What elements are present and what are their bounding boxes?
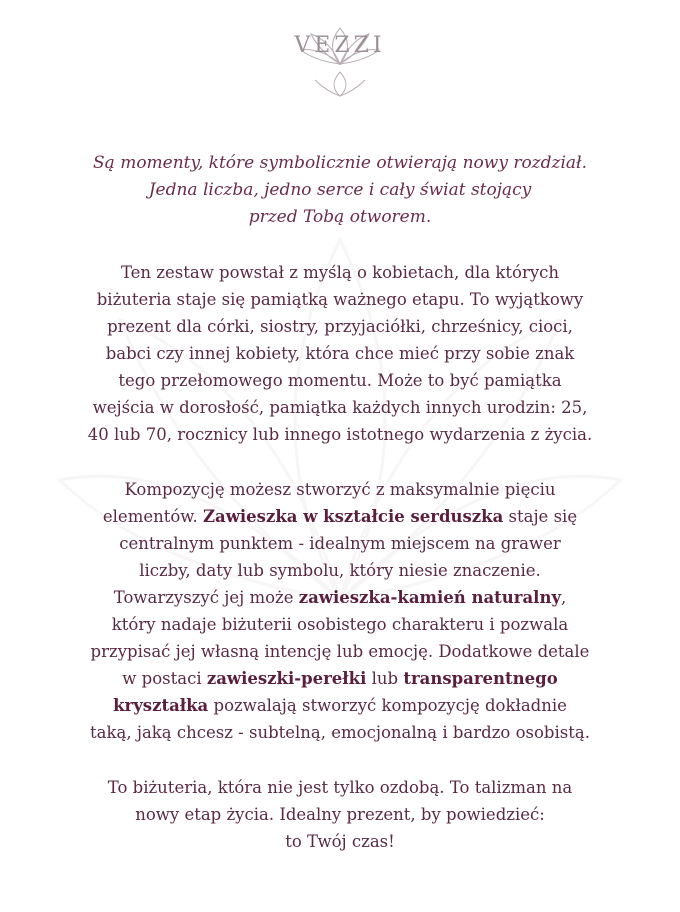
text-line: Kompozycję możesz stworzyć z maksymalnie pięciu <box>124 480 556 499</box>
text-line: wejścia w dorosłość, pamiątka każdych innych urodzin: 25, <box>92 398 588 417</box>
text-line <box>70 503 610 530</box>
text-line: nowy etap życia. Idealny prezent, by powiedzieć: <box>135 805 545 824</box>
intro-line: Jedna liczba, jedno serce i cały świat stojący <box>148 180 532 200</box>
text-line: to Twój czas! <box>285 832 395 851</box>
highlight-stone-pendant: zawieszka-kamień naturalny <box>298 588 562 607</box>
text-line: tego przełomowego momentu. Może to być pamiątka <box>118 371 562 390</box>
description-content <box>70 150 610 883</box>
text-line: prezent dla córki, siostry, przyjaciółki, chrześnicy, cioci, <box>107 317 573 336</box>
text-segment: lub <box>366 669 404 688</box>
text-line: liczby, daty lub symbolu, który niesie znaczenie. <box>139 561 541 580</box>
text-line: który nadaje biżuterii osobistego charakteru i pozwala <box>111 615 569 634</box>
text-segment: Towarzyszyć jej może <box>113 588 299 607</box>
text-segment: , <box>561 588 567 607</box>
text-line: babci czy innej kobiety, która chce mieć przy sobie znak <box>105 344 575 363</box>
text-line: Ten zestaw powstał z myślą o kobietach, dla których <box>120 263 560 282</box>
text-line <box>70 584 610 611</box>
text-line: 40 lub 70, rocznicy lub innego istotnego wydarzenia z życia. <box>87 425 593 444</box>
intro-line: Są momenty, które symbolicznie otwierają nowy rozdział. <box>93 153 587 173</box>
text-segment: pozwalają stworzyć kompozycję dokładnie <box>208 696 567 715</box>
paragraph-purpose <box>70 259 610 448</box>
highlight-crystal: kryształka <box>113 696 209 715</box>
paragraph-composition <box>70 476 610 746</box>
text-line <box>70 692 610 719</box>
text-segment: staje się <box>503 507 578 526</box>
text-line <box>70 665 610 692</box>
text-line: taką, jaką chcesz - subtelną, emocjonalną i bardzo osobistą. <box>90 723 590 742</box>
text-segment: elementów. <box>102 507 203 526</box>
brand-name: VEZZI <box>294 33 386 58</box>
text-line: przypisać jej własną intencję lub emocję. Dodatkowe detale <box>90 642 590 661</box>
highlight-pearl-pendant: zawieszki-perełki <box>206 669 367 688</box>
paragraph-closing <box>70 774 610 855</box>
text-line: biżuteria staje się pamiątką ważnego etapu. To wyjątkowy <box>96 290 584 309</box>
text-line: To biżuteria, która nie jest tylko ozdobą. To talizman na <box>107 778 573 797</box>
text-line: centralnym punktem - idealnym miejscem na grawer <box>119 534 561 553</box>
intro-paragraph <box>70 150 610 231</box>
highlight-transparent: transparentnego <box>403 669 558 688</box>
text-segment: w postaci <box>122 669 207 688</box>
highlight-heart-pendant: Zawieszka w kształcie serduszka <box>202 507 504 526</box>
intro-line: przed Tobą otworem. <box>248 207 432 227</box>
